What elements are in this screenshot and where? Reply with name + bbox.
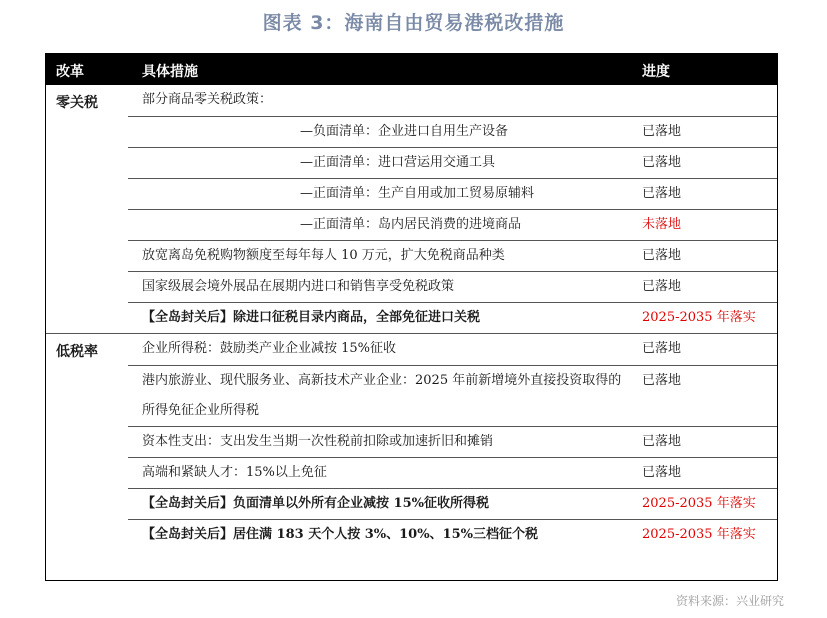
measure-text: 部分商品零关税政策： [142, 92, 273, 107]
measure-text: 【全岛封关后】除进口征税目录内商品，全部免征进口关税 [142, 310, 481, 325]
table-row [128, 426, 777, 458]
status-text: 已落地 [642, 186, 682, 201]
measure-text: —正面清单：岛内居民消费的进境商品 [300, 217, 522, 232]
group-label-low-tax: 低税率 [56, 344, 98, 360]
table-row [128, 85, 777, 116]
table-row [128, 302, 777, 334]
status-text-pending: 2025-2035 年落实 [642, 310, 756, 325]
measure-text: 港内旅游业、现代服务业、高新技术产业企业：2025 年前新增境外直接投资取得的所得免征企业所得税 [142, 373, 622, 418]
table-row [128, 365, 777, 427]
measure-text: —正面清单：生产自用或加工贸易原辅料 [300, 186, 535, 201]
table-row [128, 271, 777, 303]
status-text: 已落地 [642, 124, 682, 139]
status-text: 已落地 [642, 434, 682, 449]
status-text-pending: 2025-2035 年落实 [642, 527, 756, 542]
reform-table [45, 53, 778, 581]
status-text: 已落地 [642, 279, 682, 294]
status-text: 已落地 [642, 373, 682, 388]
header-reform: 改革 [56, 64, 84, 80]
header-progress: 进度 [642, 64, 670, 80]
measure-text: 国家级展会境外展品在展期内进口和销售享受免税政策 [142, 279, 455, 294]
table-row [128, 116, 777, 148]
table-header [46, 54, 777, 85]
table-row [128, 240, 777, 272]
status-text-pending: 2025-2035 年落实 [642, 496, 756, 511]
measure-text: 资本性支出：支出发生当期一次性税前扣除或加速折旧和摊销 [142, 434, 494, 449]
table-row [128, 519, 777, 581]
measure-text: —负面清单：企业进口自用生产设备 [300, 124, 509, 139]
table-row [128, 147, 777, 179]
header-measures: 具体措施 [142, 64, 198, 80]
measure-text: —正面清单：进口营运用交通工具 [300, 155, 496, 170]
measure-text: 企业所得税：鼓励类产业企业减按 15%征收 [142, 341, 397, 356]
table-row [128, 488, 777, 520]
status-text: 已落地 [642, 248, 682, 263]
source-note: 资料来源：兴业研究 [675, 594, 784, 608]
table-row [128, 334, 777, 365]
status-text: 已落地 [642, 155, 682, 170]
measure-text: 高端和紧缺人才：15%以上免征 [142, 465, 327, 480]
table-row [128, 209, 777, 241]
measure-text: 【全岛封关后】居住满 183 天个人按 3%、10%、15%三档征个税 [142, 527, 538, 542]
measure-text: 放宽离岛免税购物额度至每年每人 10 万元，扩大免税商品种类 [142, 248, 505, 263]
table-row [128, 457, 777, 489]
table-row [128, 178, 777, 210]
measure-text: 【全岛封关后】负面清单以外所有企业减按 15%征收所得税 [142, 496, 489, 511]
group-label-zero-tariff: 零关税 [56, 95, 98, 111]
figure-title: 图表 3：海南自由贸易港税改措施 [262, 12, 565, 34]
status-text: 已落地 [642, 465, 682, 480]
status-text: 已落地 [642, 341, 682, 356]
status-text-pending: 未落地 [642, 217, 682, 232]
